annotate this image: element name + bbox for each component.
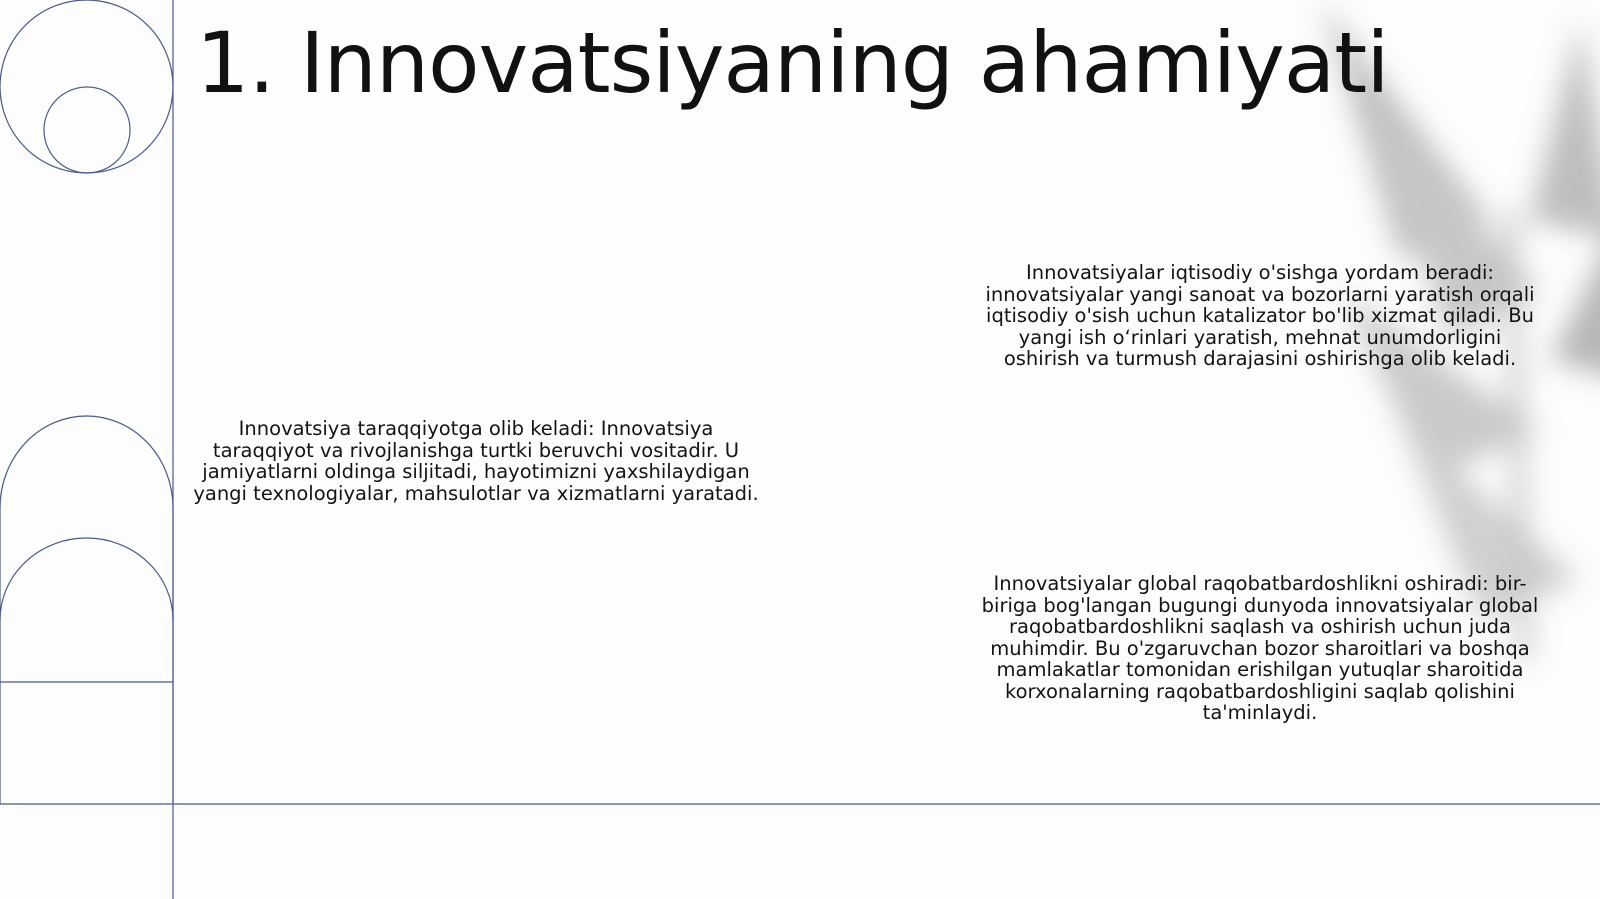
paragraph-progress: Innovatsiya taraqqiyotga olib keladi: Innovatsiya taraqqiyot va rivojlanishga turtki beruvchi vositadir. U jamiyatlarni oldinga siljitadi, hayotimizni yaxshilaydigan yangi texnologiyalar, mahsulotlar va xizmatlarni yaratadi. bbox=[193, 417, 759, 505]
slide-title: 1. Innovatsiyaning ahamiyati bbox=[196, 14, 1389, 112]
paragraph-economic-growth: Innovatsiyalar iqtisodiy o'sishga yordam beradi: innovatsiyalar yangi sanoat va bozorlarni yaratish orqali iqtisodiy o'sish uchun katalizator bo'lib xizmat qiladi. Bu yangi ish o‘rinlari yaratish, mehnat unumdorligini oshirish va turmush darajasini oshirishga olib keladi. bbox=[985, 261, 1535, 370]
paragraph-competitiveness: Innovatsiyalar global raqobatbardoshlikni oshiradi: bir-biriga bog'langan bugungi dunyoda innovatsiyalar global raqobatbardoshlikni saqlash va oshirish uchun juda muhimdir. Bu o'zgaruvchan bozor sharoitlari va boshqa mamlakatlar tomonidan erishilgan yutuqlar sharoitida korxonalarning raqobatbardoshligini saqlab qolishini ta'minlaydi. bbox=[981, 572, 1539, 724]
